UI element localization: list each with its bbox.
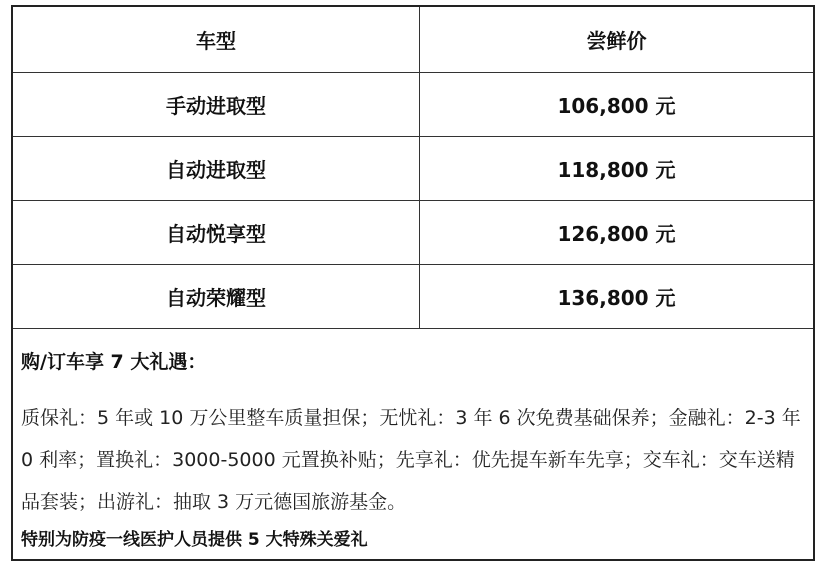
model-cell: 自动荣耀型 bbox=[13, 265, 420, 328]
model-cell: 自动进取型 bbox=[13, 137, 420, 200]
header-price: 尝鲜价 bbox=[586, 29, 647, 53]
table-row bbox=[13, 201, 813, 265]
model-cell: 自动悦享型 bbox=[13, 201, 420, 264]
table-row bbox=[13, 137, 813, 201]
model-cell: 手动进取型 bbox=[13, 73, 420, 136]
price-table bbox=[11, 5, 815, 561]
gifts-body: 质保礼：5 年或 10 万公里整车质量担保；无忧礼：3 年 6 次免费基础保养；金融礼：2-3 年 0 利率；置换礼：3000-5000 元置换补贴；先享礼：优先提车新车先享；交车礼：交车送精品套装；出游礼：抽取 3 万元德国旅游基金。 bbox=[21, 407, 801, 513]
price-cell: 106,800 元 bbox=[557, 94, 676, 118]
price-cell: 126,800 元 bbox=[557, 222, 676, 246]
price-cell: 118,800 元 bbox=[557, 158, 676, 182]
table-header-row bbox=[13, 7, 813, 73]
table-row bbox=[13, 73, 813, 137]
gifts-section bbox=[13, 329, 813, 559]
price-cell: 136,800 元 bbox=[557, 286, 676, 310]
gifts-note: 特别为防疫一线医护人员提供 5 大特殊关爱礼 bbox=[21, 530, 368, 550]
gifts-title: 购/订车享 7 大礼遇： bbox=[21, 351, 207, 373]
header-model: 车型 bbox=[13, 7, 420, 72]
table-row bbox=[13, 265, 813, 329]
